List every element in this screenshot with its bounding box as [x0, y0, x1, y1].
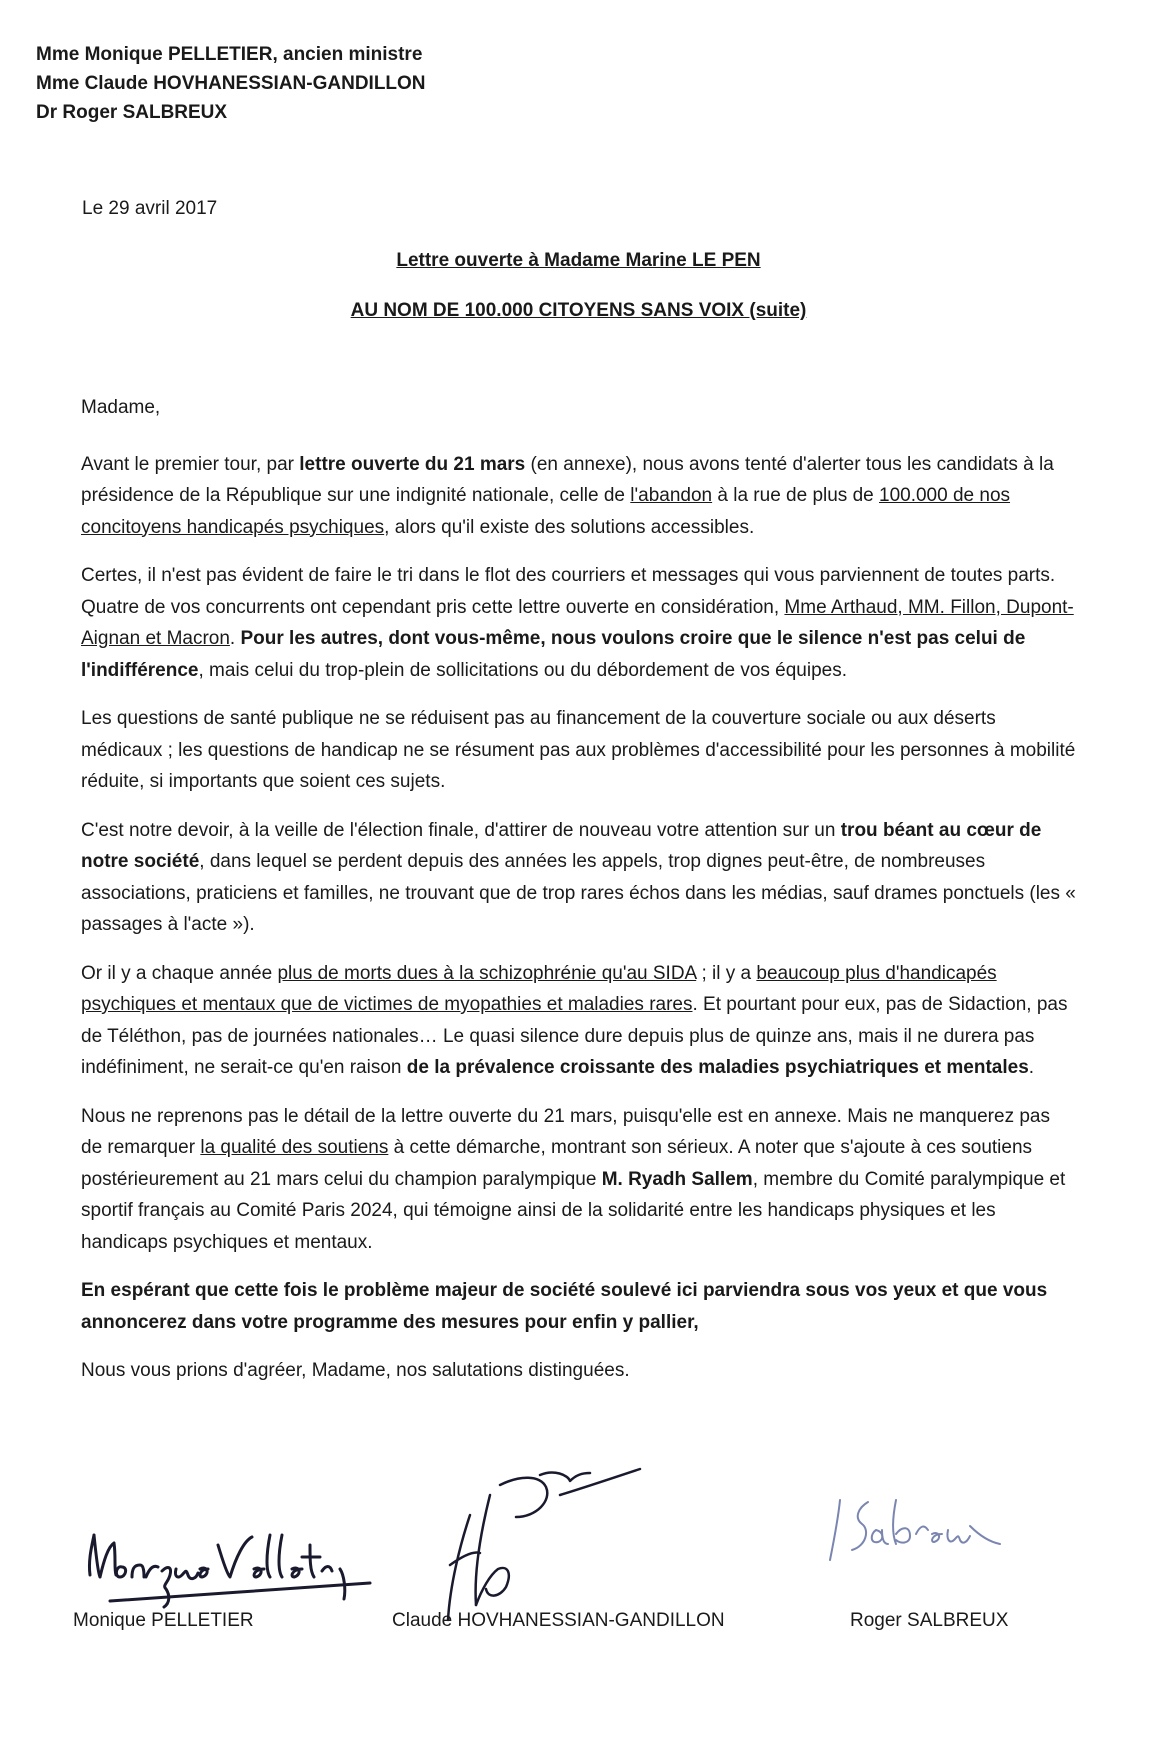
text-span: C'est notre devoir, à la veille de l'élection finale, d'attirer de nouveau votre attention sur un — [81, 819, 841, 841]
signature-hovhanessian — [430, 1455, 710, 1635]
text-span: , mais celui du trop-plein de sollicitations ou du débordement de vos équipes. — [198, 659, 847, 681]
signature-salbreux — [820, 1490, 1070, 1580]
paragraph-7 — [81, 1275, 1076, 1338]
bold-span: Pour les autres, dont vous-même, nous voulons croire que le silence n'est pas celui de l'indifférence — [81, 628, 1026, 681]
paragraph-3: Les questions de santé publique ne se réduisent pas au financement de la couverture sociale ou aux déserts médicaux ; les questions de handicap ne se résument pas aux problèmes d'accessibilité pour les personnes à mobilité réduite, si importants que soient ces sujets. — [81, 708, 1076, 792]
salutation: Madame, — [81, 397, 161, 418]
sender-line-2: Mme Claude HOVHANESSIAN-GANDILLON — [36, 73, 426, 94]
text-span: , alors qu'il existe des solutions accessibles. — [384, 516, 755, 538]
text-span: . — [1028, 1057, 1035, 1078]
text-span: à cette démarche, montrant son sérieux. A noter que s'ajoute à ces soutiens postérieurement au 21 mars celui du champion paralympique — [81, 1137, 1033, 1190]
text-span: Nous ne reprenons pas le détail de la lettre ouverte du 21 mars, puisqu'elle est en annexe. Mais ne manquerez pas de remarquer — [81, 1105, 1050, 1158]
text-span: ; il y a — [696, 962, 757, 984]
underlined-span: beaucoup plus d'handicapés psychiques et mentaux que de victimes de myopathies et maladies rares — [81, 962, 997, 1015]
text-span: . Et pourtant pour eux, pas de Sidaction, pas de Téléthon, pas de journées nationales… Le quasi silence dure depuis plus de quinze ans, mais il ne durera pas indéfiniment, ne serait-ce qu'en raison — [81, 994, 1068, 1078]
letter-body — [81, 392, 1076, 1404]
closing-formula: Nous vous prions d'agréer, Madame, nos salutations distinguées. — [81, 1360, 630, 1381]
letter-title: Lettre ouverte à Madame Marine LE PEN — [396, 250, 761, 271]
text-span: à la rue de plus de — [712, 485, 879, 506]
text-span: , dans lequel se perdent depuis des années les appels, trop dignes peut-être, de nombreuses associations, praticiens et familles, ne trouvant que de trop rares échos dans les médias, sauf drames ponctuels (les « passages à l'acte »). — [81, 851, 1076, 935]
signatory-name-3: Roger SALBREUX — [850, 1610, 1009, 1631]
sender-line-3: Dr Roger SALBREUX — [36, 102, 228, 123]
signature-hovhanessian-icon — [430, 1455, 710, 1635]
paragraph-5 — [81, 958, 1076, 1084]
paragraph-1 — [81, 449, 1076, 544]
letter-date: Le 29 avril 2017 — [82, 198, 218, 219]
text-span: , membre du Comité paralympique et sportif français au Comité Paris 2024, qui témoigne ainsi de la solidarité entre les handicaps physiques et les handicaps psychiques et mentaux. — [81, 1168, 1066, 1253]
letter-subtitle: AU NOM DE 100.000 CITOYENS SANS VOIX (suite) — [350, 300, 807, 321]
text-span: Avant le premier tour, par — [81, 453, 300, 475]
bold-span: lettre ouverte du 21 mars — [299, 453, 526, 475]
signatory-name-2: Claude HOVHANESSIAN-GANDILLON — [392, 1610, 725, 1631]
text-span: (en annexe), nous avons tenté d'alerter tous les candidats à la présidence de la République sur une indignité nationale, celle de — [81, 453, 1054, 506]
bold-span: M. Ryadh Sallem — [601, 1168, 753, 1190]
paragraph-2 — [81, 560, 1076, 686]
underlined-span: la qualité des soutiens — [200, 1137, 389, 1158]
signature-pelletier — [70, 1505, 410, 1615]
text-span: Certes, il n'est pas évident de faire le tri dans le flot des courriers et messages qui vous parviennent de toutes parts. Quatre de vos concurrents ont cependant pris cette lettre ouverte en considération, — [81, 565, 1056, 618]
text-span: Or il y a chaque année — [81, 962, 278, 984]
sender-line-1: Mme Monique PELLETIER, ancien ministre — [36, 44, 423, 65]
bold-span: En espérant que cette fois le problème majeur de société soulevé ici parviendra sous vos yeux et que vous annoncerez dans votre programme des mesures pour enfin y pallier, — [81, 1280, 1048, 1333]
bold-span: trou béant au cœur de notre société — [81, 819, 1042, 872]
paragraph-6 — [81, 1101, 1076, 1259]
signature-pelletier-icon — [70, 1505, 410, 1615]
text-span: . — [229, 628, 241, 649]
signature-salbreux-icon — [820, 1490, 1070, 1580]
underlined-span: l'abandon — [630, 485, 713, 506]
underlined-span: Mme Arthaud, MM. Fillon, Dupont-Aignan et Macron — [81, 596, 1074, 649]
paragraph-4 — [81, 815, 1076, 941]
underlined-span: 100.000 de nos concitoyens handicapés psychiques — [81, 485, 1011, 538]
sender-block — [36, 40, 426, 127]
signatory-name-1: Monique PELLETIER — [73, 1610, 254, 1631]
underlined-span: plus de morts dues à la schizophrénie qu'au SIDA — [277, 962, 697, 984]
bold-span: de la prévalence croissante des maladies psychiatriques et mentales — [406, 1057, 1029, 1078]
